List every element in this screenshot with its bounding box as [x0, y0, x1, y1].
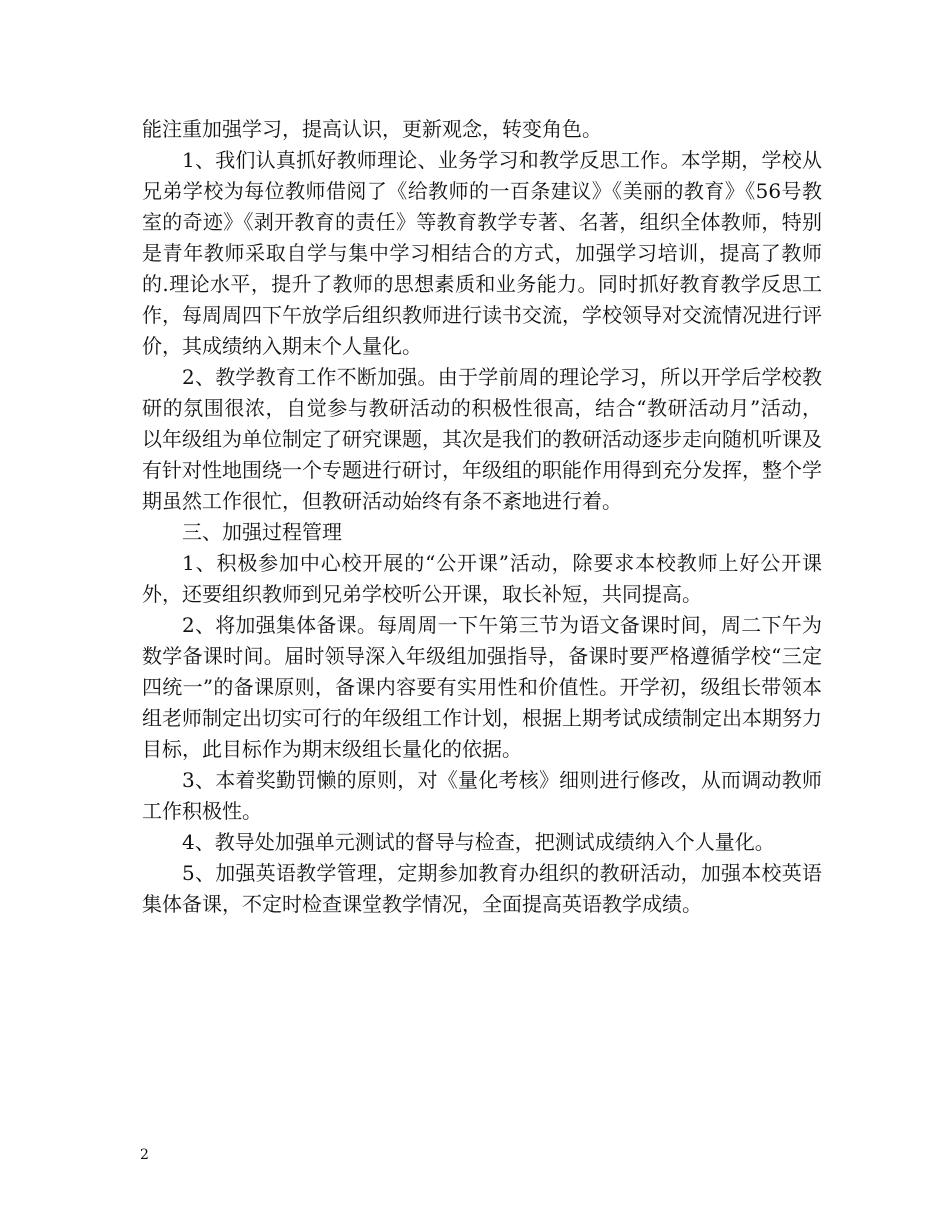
paragraph-continuation: 能注重加强学习，提高认识，更新观念，转变角色。: [142, 117, 602, 141]
section-heading-process-management: 三、加强过程管理: [182, 520, 342, 544]
paragraph-item-2-teaching: 2、教学教育工作不断加强。由于学前周的理论学习，所以开学后学校教研的氛围很浓，自觉参与教研活动的积极性很高，结合“教研活动月”活动，以年级组为单位制定了研究课题，其次是我们的教研活动逐步走向随机听课及有针对性地围绕一个专题进行研讨，年级组的职能作用得到充分发挥，整个学期虽然工作很忙，但教研活动始终有条不紊地进行着。: [142, 365, 822, 513]
paragraph-item-5-english: 5、加强英语教学管理，定期参加教育办组织的教研活动，加强本校英语集体备课，不定时检查课堂教学情况，全面提高英语教学成绩。: [142, 861, 822, 916]
paragraph-item-3-assessment: 3、本着奖勤罚懒的原则，对《量化考核》细则进行修改，从而调动教师工作积极性。: [142, 768, 822, 823]
page-number: 2: [140, 1147, 149, 1163]
document-body: [142, 114, 822, 920]
paragraph-item-1-open-class: 1、积极参加中心校开展的“公开课”活动，除要求本校教师上好公开课外，还要组织教师到兄弟学校听公开课，取长补短，共同提高。: [142, 551, 822, 606]
paragraph-item-2-lesson-prep: 2、将加强集体备课。每周周一下午第三节为语文备课时间，周二下午为数学备课时间。届时领导深入年级组加强指导，备课时要严格遵循学校“三定四统一”的备课原则，备课内容要有实用性和价值性。开学初，级组长带领本组老师制定出切实可行的年级组工作计划，根据上期考试成绩制定出本期努力目标，此目标作为期末级组长量化的依据。: [142, 613, 822, 761]
paragraph-item-4-unit-tests: 4、教导处加强单元测试的督导与检查，把测试成绩纳入个人量化。: [182, 830, 775, 854]
paragraph-item-1-study: 1、我们认真抓好教师理论、业务学习和教学反思工作。本学期，学校从兄弟学校为每位教师借阅了《给教师的一百条建议》《美丽的教育》《56号教室的奇迹》《剥开教育的责任》等教育教学专著、名著，组织全体教师，特别是青年教师采取自学与集中学习相结合的方式，加强学习培训，提高了教师的.理论水平，提升了教师的思想素质和业务能力。同时抓好教育教学反思工作，每周周四下午放学后组织教师进行读书交流，学校领导对交流情况进行评价，其成绩纳入期末个人量化。: [142, 148, 822, 358]
